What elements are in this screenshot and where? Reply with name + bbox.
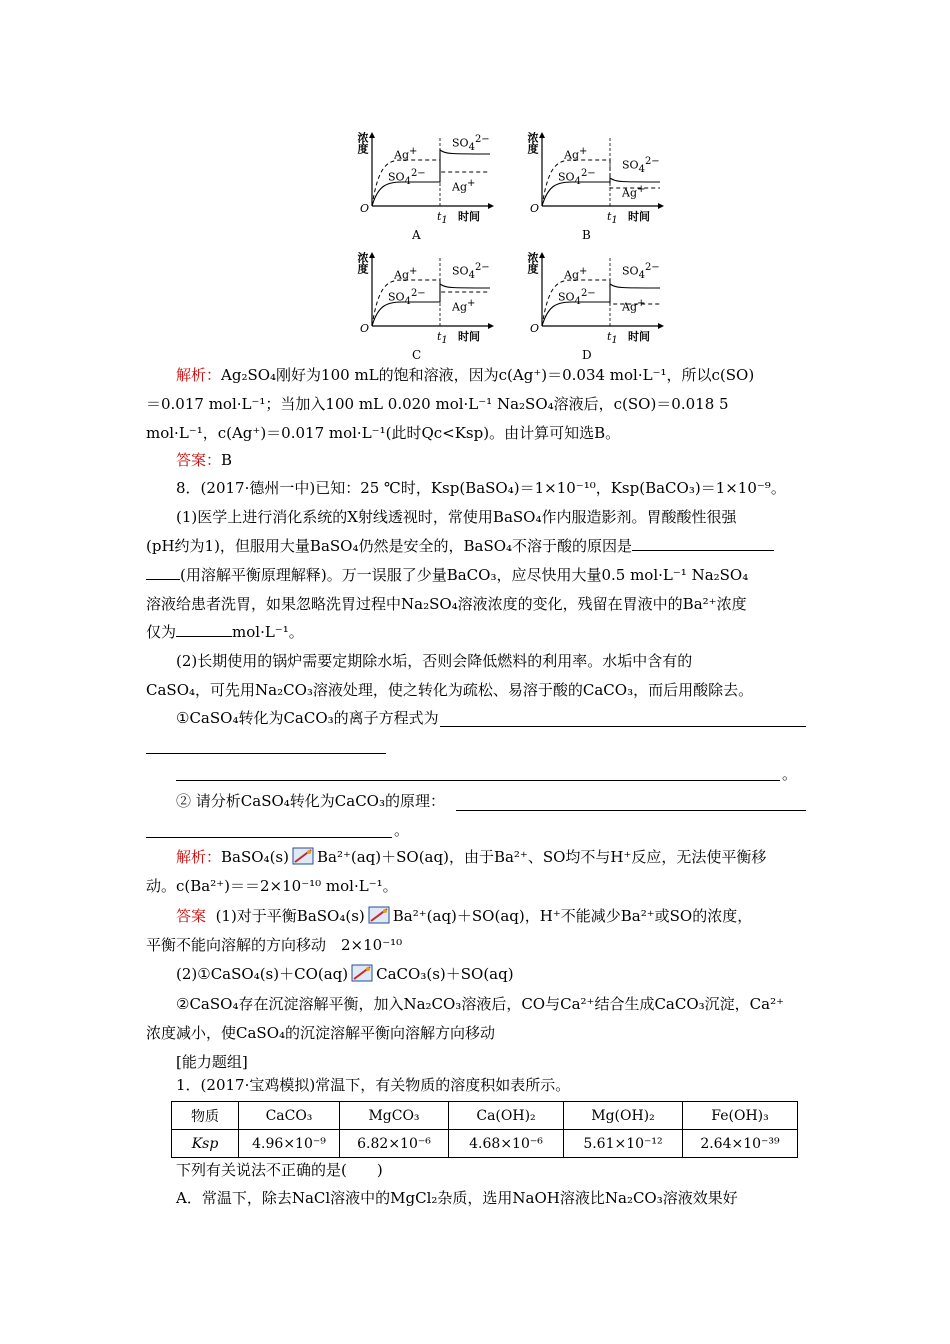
table-cell: Fe(OH)₃ (683, 1102, 798, 1130)
x-axis-arrow (658, 203, 664, 209)
so4-label-after (452, 134, 490, 153)
q8-p2-q2 (176, 791, 816, 811)
q8-p2-q2-text: ② 请分析CaSO₄转化为CaCO₃的原理： (176, 792, 445, 810)
chem-sub: 4 (638, 163, 645, 175)
origin-label: O (530, 322, 540, 335)
x-axis-label: 时间 (628, 330, 650, 343)
q8-p1-line5-a: 仅为 (146, 623, 177, 641)
t1-label: $t_1$ (607, 210, 618, 227)
analysis7-text1: Ag₂SO₄刚好为100 mL的饱和溶液，因为c(Ag⁺)＝0.034 mol·L⁻¹，所以c(SO) (221, 366, 755, 384)
chem-base: SO (622, 264, 639, 278)
chem-sub: 4 (404, 295, 411, 307)
origin-label: O (360, 322, 370, 335)
q8-p2-end2: 。 (394, 821, 410, 839)
answer-blank-2[interactable] (176, 622, 232, 637)
analysis7-label: 解析： (176, 366, 222, 384)
t1-subscript: 1 (441, 215, 448, 227)
table-cell: Ca(OH)₂ (449, 1102, 564, 1130)
chem-sub: 4 (404, 175, 411, 187)
so4-label-before (388, 288, 426, 307)
answer-line-4b[interactable] (146, 837, 392, 838)
equilibrium-arrow-icon (292, 847, 314, 865)
q8-stem: 8．(2017·德州一中)已知：25 ℃时，Ksp(BaSO₄)＝1×10⁻¹⁰，Ksp(BaCO₃)＝1×10⁻⁹。 (176, 479, 786, 497)
chem-base: Ag (564, 268, 579, 282)
chem-sup: 2− (410, 168, 426, 179)
t1-label: $t_1$ (437, 330, 448, 347)
answer7-value: B (221, 451, 233, 469)
q1-stem: 1．(2017·宝鸡模拟)常温下，有关物质的溶度积如表所示。 (176, 1076, 571, 1094)
answer-line-4a[interactable] (456, 810, 806, 811)
graph-c (340, 248, 510, 366)
t1-label: $t_1$ (607, 330, 618, 347)
answer8-line2: 平衡不能向溶解的方向移动 2×10⁻¹⁰ (146, 936, 403, 954)
q8-p1-line5-b: mol·L⁻¹。 (232, 623, 304, 641)
q8-p2-line2: CaSO₄，可先用Na₂CO₃溶液处理，使之转化为疏松、易溶于酸的CaCO₃，而后用酸除去。 (146, 681, 754, 699)
chem-sub: 4 (574, 295, 581, 307)
q8-p1-line3-text: (用溶解平衡原理解释)。万一误服了少量BaCO₃，应尽快用大量0.5 mol·L⁻¹ Na₂SO₄ (180, 566, 749, 584)
answer8-line3 (176, 964, 816, 984)
graph-b (510, 128, 680, 246)
analysis8-text1a: BaSO₄(s) (221, 848, 289, 866)
graph-d (510, 248, 680, 366)
q1-prompt: 下列有关说法不正确的是( ) (176, 1161, 383, 1179)
table-cell: CaCO₃ (239, 1102, 340, 1130)
y-axis-label: 浓度 (526, 132, 539, 154)
q8-p2-q1-text: ①CaSO₄转化为CaCO₃的离子方程式为 (176, 709, 439, 727)
graph-caption: D (582, 348, 592, 362)
answer-line-3b[interactable] (146, 753, 386, 754)
q1-option-a: A．常温下，除去NaCl溶液中的MgCl₂杂质，选用NaOH溶液比Na₂CO₃溶液效果好 (176, 1189, 738, 1207)
table-cell: 5.61×10⁻¹² (564, 1130, 683, 1158)
ag-label-before (564, 146, 587, 162)
analysis8-text1b: Ba²⁺(aq)＋SO(aq)，由于Ba²⁺、SO均不与H⁺反应，无法使平衡移 (316, 848, 767, 866)
q8-p1-line1: (1)医学上进行消化系统的X射线透视时，常使用BaSO₄作内服造影剂。胃酸酸性很强 (176, 508, 737, 526)
analysis8-line1 (176, 847, 816, 867)
chem-base: Ag (394, 148, 409, 162)
chem-sub: 4 (638, 269, 645, 281)
chem-sup: + (637, 184, 646, 195)
table-cell: 4.96×10⁻⁹ (239, 1130, 340, 1158)
table-cell: 2.64×10⁻³⁹ (683, 1130, 798, 1158)
chem-sup: 2− (580, 288, 596, 299)
ag-label-before (564, 266, 587, 282)
chem-base: SO (388, 290, 405, 304)
chem-sup: 2− (644, 156, 660, 167)
x-axis-arrow (488, 323, 494, 329)
q8-p1-line2 (146, 536, 786, 556)
so4-label-after (622, 156, 660, 175)
x-axis-label: 时间 (458, 210, 480, 223)
graph-grid (300, 128, 660, 368)
t1-subscript: 1 (441, 335, 448, 347)
table-cell: Mg(OH)₂ (564, 1102, 683, 1130)
analysis8-line2: 动。c(Ba²⁺)＝＝2×10⁻¹⁰ mol·L⁻¹。 (146, 877, 398, 895)
table-cell: 4.68×10⁻⁶ (449, 1130, 564, 1158)
answer8-line4: ②CaSO₄存在沉淀溶解平衡，加入Na₂CO₃溶液后，CO与Ca²⁺结合生成CaCO₃沉淀，Ca²⁺ (176, 995, 785, 1013)
analysis7-line2: ＝0.017 mol·L⁻¹；当加入100 mL 0.020 mol·L⁻¹ Na₂SO₄溶液后，c(SO)＝0.018 5 (146, 395, 729, 413)
chem-sup: + (637, 298, 646, 309)
answer7-line (176, 450, 816, 470)
chem-base: Ag (452, 300, 467, 314)
chem-base: Ag (622, 186, 637, 200)
table-cell: Ksp (172, 1130, 239, 1158)
chem-sup: + (409, 266, 418, 277)
section-title: [能力题组] (176, 1053, 248, 1071)
chem-sup: + (467, 178, 476, 189)
equilibrium-arrow-icon (351, 964, 373, 982)
answer8-label: 答案 (176, 907, 207, 925)
answer8-line1 (176, 906, 816, 926)
x-axis-arrow (488, 203, 494, 209)
q8-p1-line3 (146, 565, 786, 585)
ag-label-before (394, 146, 417, 162)
x-axis-label: 时间 (628, 210, 650, 223)
chem-sup: + (467, 298, 476, 309)
chem-base: SO (452, 264, 469, 278)
y-axis-label: 浓度 (356, 252, 369, 274)
q8-p1-line4: 溶液给患者洗胃，如果忽略洗胃过程中Na₂SO₄溶液浓度的变化，残留在胃液中的Ba²⁺浓度 (146, 595, 747, 613)
y-axis-label: 浓度 (526, 252, 539, 274)
ag-label-after (622, 184, 645, 200)
chem-sup: 2− (474, 134, 490, 145)
graph-caption: A (412, 228, 421, 242)
ag-label-after (452, 298, 475, 314)
graph-a (340, 128, 510, 246)
table-cell: 6.82×10⁻⁶ (340, 1130, 449, 1158)
table-row (172, 1130, 798, 1158)
q8-p2-end: 。 (782, 765, 798, 783)
table-header-row (172, 1102, 798, 1130)
t1-subscript: 1 (611, 215, 618, 227)
t1-label: $t_1$ (437, 210, 448, 227)
chem-sup: 2− (410, 288, 426, 299)
answer-blank-1b[interactable] (146, 565, 180, 580)
chem-sub: 4 (574, 175, 581, 187)
chem-sub: 4 (468, 269, 475, 281)
ag-label-after (622, 298, 645, 314)
chem-sup: 2− (644, 262, 660, 273)
graph-caption: C (412, 348, 422, 362)
chem-sub: 4 (468, 141, 475, 153)
chem-base: SO (452, 136, 469, 150)
so4-label-before (388, 168, 426, 187)
chem-base: Ag (452, 180, 467, 194)
answer8-line5: 浓度减小，使CaSO₄的沉淀溶解平衡向溶解方向移动 (146, 1024, 496, 1042)
answer-line-3a[interactable] (440, 726, 806, 727)
analysis7-line1 (176, 365, 816, 385)
answer8-text3a: (2)①CaSO₄(s)＋CO(aq) (176, 965, 349, 983)
t1-subscript: 1 (611, 335, 618, 347)
chem-sup: 2− (580, 168, 596, 179)
chem-sup: + (579, 146, 588, 157)
q8-p2-line1: (2)长期使用的锅炉需要定期除水垢，否则会降低燃料的利用率。水垢中含有的 (176, 652, 693, 670)
q8-p1-line5 (146, 622, 786, 642)
origin-label: O (360, 202, 370, 215)
chem-base: Ag (564, 148, 579, 162)
q8-p1-line2-text: (pH约为1)，但服用大量BaSO₄仍然是安全的，BaSO₄不溶于酸的原因是 (146, 537, 633, 555)
answer8-text1a: (1)对于平衡BaSO₄(s) (215, 907, 365, 925)
chem-sup: 2− (474, 262, 490, 273)
answer-blank-1[interactable] (632, 536, 774, 551)
origin-label: O (530, 202, 540, 215)
chem-base: SO (622, 158, 639, 172)
so4-label-after (622, 262, 660, 281)
x-axis-label: 时间 (458, 330, 480, 343)
table-cell: MgCO₃ (340, 1102, 449, 1130)
chem-base: SO (558, 290, 575, 304)
y-axis-label: 浓度 (356, 132, 369, 154)
so4-label-before (558, 168, 596, 187)
answer8-text1b: Ba²⁺(aq)＋SO(aq)，H⁺不能减少Ba²⁺或SO的浓度， (392, 907, 753, 925)
answer7-label: 答案： (176, 451, 222, 469)
analysis7-line3: mol·L⁻¹，c(Ag⁺)＝0.017 mol·L⁻¹(此时Qc<Ksp)。由计算可知选B。 (146, 424, 621, 442)
ksp-table (171, 1101, 798, 1158)
so4-label-before (558, 288, 596, 307)
answer8-text3b: CaCO₃(s)＋SO(aq) (376, 965, 514, 983)
graph-caption: B (582, 228, 591, 242)
chem-sup: + (579, 266, 588, 277)
ag-label-after (452, 178, 475, 194)
table-cell: 物质 (172, 1102, 239, 1130)
ag-label-before (394, 266, 417, 282)
equilibrium-arrow-icon (368, 906, 390, 924)
analysis8-label: 解析： (176, 848, 222, 866)
x-axis-arrow (658, 323, 664, 329)
so4-label-after (452, 262, 490, 281)
chem-base: SO (388, 170, 405, 184)
answer-line-3c[interactable] (176, 780, 780, 781)
chem-base: SO (558, 170, 575, 184)
chem-base: Ag (394, 268, 409, 282)
chem-sup: + (409, 146, 418, 157)
chem-base: Ag (622, 300, 637, 314)
q8-p2-q1 (176, 708, 816, 728)
